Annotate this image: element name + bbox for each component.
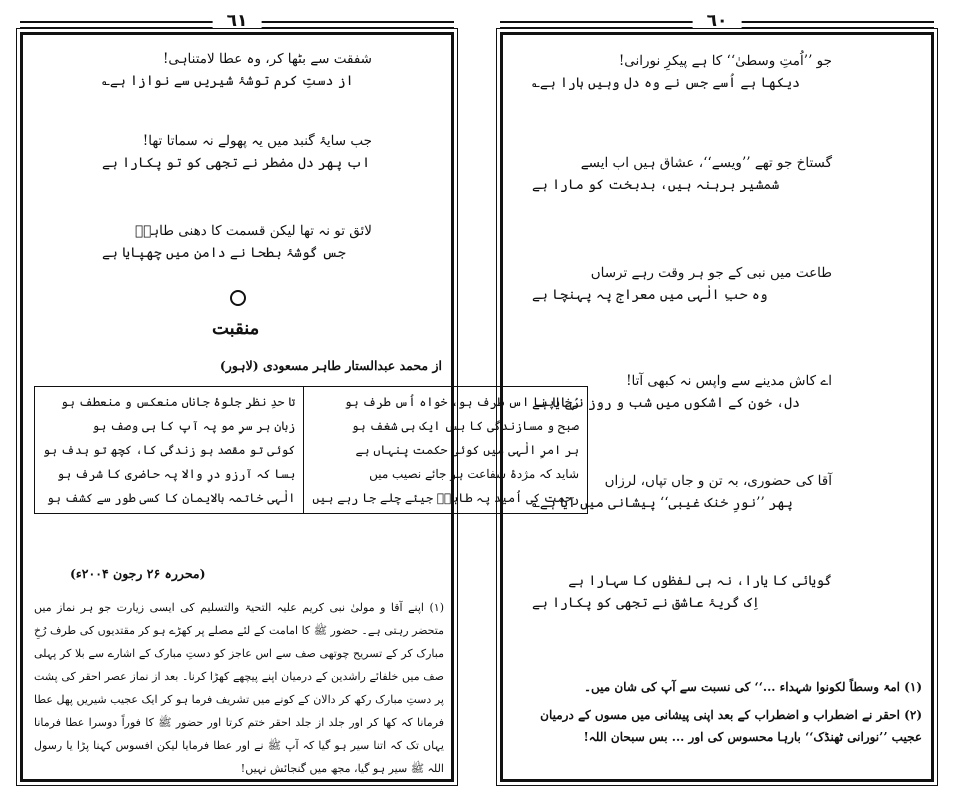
poem-line: الٰہی خاتمہ بالایمان کا کسی طور سے کشف ہو — [46, 491, 296, 505]
poem-line: رحمت کی اُمید پہ طاہرؔ جیئے چلے جا رہے ہیں — [312, 491, 580, 505]
poem-line: صبح و مسازندگی کا بس ایک ہی شغف ہو — [351, 419, 580, 433]
page-number: ٦٠ — [693, 8, 742, 34]
verse-line: اے کاش مدینے سے واپس نہ کبھی آتا! — [626, 373, 832, 389]
verse-line: اِک گریۂ عاشق نے تجھی کو پکارا ہے — [532, 595, 760, 611]
poem-line: ہر امرِ الٰہی میں کوئی حکمت پنہاں ہے — [355, 443, 580, 457]
verse-line: آقا کی حضوری، بہ تن و جاں تپاں، لرزاں — [604, 473, 832, 489]
verse-line: گویائی کا یارا، نہ ہی لفظوں کا سہارا ہے — [568, 573, 832, 589]
verse-line: لائق تو نہ تھا لیکن قسمت کا دھنی طاہرؔ — [135, 223, 372, 239]
verse-line: دل، خون کے اشکوں میں شب و روز نہایا ہے — [532, 395, 801, 411]
verse-line: جس گوشۂ بطحا نے دامن میں چھپایا ہے — [102, 245, 346, 261]
verse-line: جو ’’اُمتِ وسطیٰ‘‘ کا ہے پیکرِ نورانی! — [618, 53, 832, 69]
page-60 — [492, 0, 942, 792]
section-divider-circle-icon — [230, 290, 246, 306]
footnote-2: (۲) احقر نے اضطراب و اضطراب کے بعد اپنی پیشانی میں مسوں کے درمیان عجیب ’’نورانی ٹھنڈک‘‘ بارہا محسوس کی اور ... بس سبحان اللہ! — [540, 708, 922, 744]
verse-line: از دستِ کرم توشۂ شیریں سے نوازا ہے؎ — [102, 73, 354, 89]
verse-couplet — [532, 470, 832, 514]
verse-couplet — [532, 262, 832, 306]
poem-line: رُخ اپنا اس طرف ہو، خواہ اُس طرف ہو — [344, 395, 580, 409]
verse-line: طاعت میں نبی کے جو ہر وقت رہے ترساں — [590, 265, 832, 281]
verse-couplet — [102, 48, 372, 92]
date-note: (محررہ ۲۶ رجون ۲۰۰۴ء) — [70, 566, 206, 581]
poem-line: تا حدِ نظر جلوۂ جاناں منعکس و منعطف ہو — [60, 395, 296, 409]
verse-couplet — [102, 130, 372, 174]
verse-line: پھر ’’نورِ خنک غیبی‘‘ پیشانی میں آیا ہے؎ — [532, 495, 793, 511]
verse-line: جب سایۂ گنبد میں یہ پھولے نہ سماتا تھا! — [142, 133, 372, 149]
section-heading: منقبت — [212, 318, 260, 339]
author-line: از محمد عبدالستار طاہر مسعودی (لاہور) — [219, 358, 442, 373]
explanatory-note: (۱) اپنے آقا و مولیٰ نبی کریم علیہ التحیۃ والتسلیم کی ایسی زیارت جو ہر نماز میں متحضر رہتی ہے۔ حضور ﷺ کا امامت کے لئے مصلے پر کھڑے ہو کر مقتدیوں کی طرف رُخِ مبارک کر کے تسریح چوتھی صف سے اس عاجز کو دستِ مبارک کے اشارے سے بلا کر پہلی صف میں خلفائے راشدین کے درمیان اپنے پیچھے کھڑا کرنا۔ بعد از نماز عصر احقر کی پشت پر دستِ مبارک رکھ کر دالان کے کونے میں تشریف فرما ہو کر ایک عجیب شیریں پھل عطا فرمانا کہ کھا کر اور جلد از جلد احقر ختم کرتا اور حضور ﷺ کا فوراً دوسرا عطا فرمانا یہاں تک کہ اتنا سیر ہو گیا کہ آپ ﷺ نے اور عطا فرمایا لیکن افسوس کہنا پڑا یا رسول اللہ ﷺ سیر ہو گیا، مجھ میں گنجائش نہیں! — [34, 601, 444, 775]
verse-couplet — [532, 50, 832, 94]
verse-line: دیکھا ہے اُسے جس نے وہ دل وہیں ہارا ہے؎ — [532, 75, 801, 91]
verse-line: شمشیر برہنہ ہیں، بدبخت کو مارا ہے — [532, 177, 780, 193]
footnote-1: (۱) امۃ وسطاً لکونوا شہداء ...‘‘ کی نسبت سے آپ کی شان میں۔ — [583, 680, 922, 694]
poem-line: زبان ہر سرِ مو پہ آپ کا ہی وصف ہو — [92, 419, 296, 433]
verse-couplet — [532, 570, 832, 614]
verse-line: شفقت سے بٹھا کر، وہ عطا لامتناہی! — [162, 51, 372, 67]
verse-couplet — [532, 152, 832, 196]
verse-couplet — [532, 370, 832, 414]
poem-line: کوئی تو مقصد ہو زندگی کا، کچھ تو ہدف ہو — [43, 443, 296, 457]
verse-couplet — [102, 220, 372, 264]
verse-line: گستاخ جو تھے ’’ویسے‘‘، عشاق ہیں اب ایسے — [580, 155, 832, 171]
poem-column-left — [35, 387, 304, 514]
verse-line: اب پھر دل مضطر نے تجھی کو تو پکارا ہے — [102, 155, 371, 171]
page-number: ٦١ — [213, 8, 262, 34]
poem-line: شاید کہ مژدۂ شفاعت ہو جائے نصیب میں — [369, 467, 580, 481]
verse-line: وہ حبِ الٰہی میں معراج پہ پہنچا ہے — [532, 287, 768, 303]
poem-line: بسا کہ آرزو درِ والا پہ حاضری کا شرف ہو — [57, 467, 296, 481]
page-61 — [12, 0, 580, 792]
